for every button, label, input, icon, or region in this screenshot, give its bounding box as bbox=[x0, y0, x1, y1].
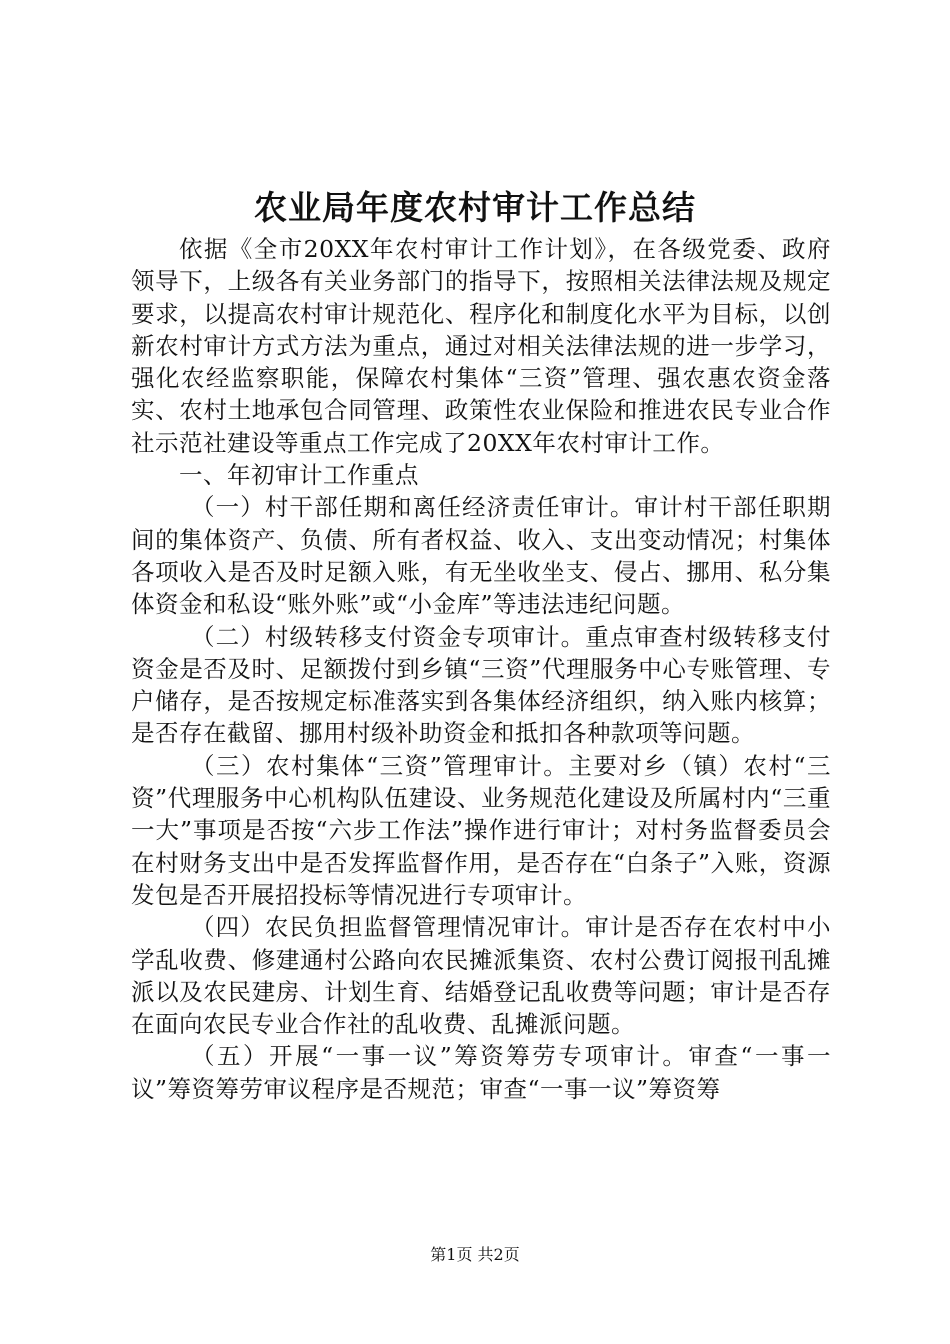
item-paragraph-1: （一）村干部任期和离任经济责任审计。审计村干部任职期间的集体资产、负债、所有者权益、收入、支出变动情况；村集体各项收入是否及时足额入账，有无坐收坐支、侵占、挪用、私分集体资金和私设“账外账”或“小金库”等违法违纪问题。 bbox=[131, 493, 831, 619]
page-footer: 第1页 共2页 bbox=[430, 1245, 520, 1264]
item-paragraph-4: （四）农民负担监督管理情况审计。审计是否存在农村中小学乱收费、修建通村公路向农民摊派集资、农村公费订阅报刊乱摊派以及农民建房、计划生育、结婚登记乱收费等问题；审计是否存在面向农民专业合作社的乱收费、乱摊派问题。 bbox=[131, 913, 831, 1039]
section-heading: 一、年初审计工作重点 bbox=[179, 461, 419, 490]
document-body bbox=[131, 233, 831, 1105]
item-paragraph-2: （二）村级转移支付资金专项审计。重点审查村级转移支付资金是否及时、足额拨付到乡镇“三资”代理服务中心专账管理、专户储存，是否按规定标准落实到各集体经济组织，纳入账内核算；是否存在截留、挪用村级补助资金和抵扣各种款项等问题。 bbox=[131, 622, 831, 748]
item-paragraph-5: （五）开展“一事一议”筹资筹劳专项审计。审查“一事一议”筹资筹劳审议程序是否规范；审查“一事一议”筹资筹 bbox=[131, 1042, 831, 1103]
item-paragraph-3: （三）农村集体“三资”管理审计。主要对乡（镇）农村“三资”代理服务中心机构队伍建设、业务规范化建设及所属村内“三重一大”事项是否按“六步工作法”操作进行审计；对村务监督委员会在村财务支出中是否发挥监督作用，是否存在“白条子”入账，资源发包是否开展招投标等情况进行专项审计。 bbox=[131, 751, 831, 909]
intro-paragraph: 依据《全市20XX年农村审计工作计划》，在各级党委、政府领导下，上级各有关业务部门的指导下，按照相关法律法规及规定要求，以提高农村审计规范化、程序化和制度化水平为目标，以创新农村审计方式方法为重点，通过对相关法律法规的进一步学习，强化农经监察职能，保障农村集体“三资”管理、强农惠农资金落实、农村土地承包合同管理、政策性农业保险和推进农民专业合作社示范社建设等重点工作完成了20XX年农村审计工作。 bbox=[131, 235, 831, 457]
document-title: 农业局年度农村审计工作总结 bbox=[254, 188, 696, 227]
